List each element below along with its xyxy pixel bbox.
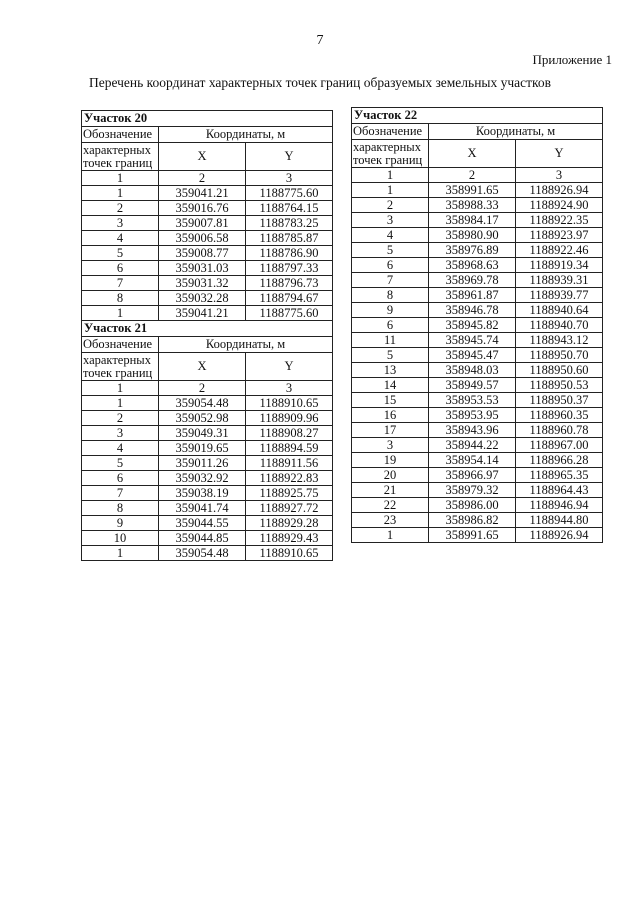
plot-title: Участок 20 [82,111,333,127]
x-coordinate: 358949.57 [429,378,516,393]
table-row [82,441,333,456]
point-number: 1 [352,528,429,543]
y-coordinate: 1188926.94 [516,528,603,543]
x-coordinate: 358945.47 [429,348,516,363]
point-number: 11 [352,333,429,348]
y-coordinate: 1188775.60 [246,186,333,201]
x-coordinate: 358944.22 [429,438,516,453]
point-number: 6 [82,261,159,276]
y-coordinate: 1188940.64 [516,303,603,318]
coordinates-header: Координаты, м [159,337,333,353]
plot-title-row [82,321,333,337]
y-coordinate: 1188908.27 [246,426,333,441]
header-row [82,127,333,143]
point-number: 10 [82,531,159,546]
table-row [352,228,603,243]
x-coordinate: 358976.89 [429,243,516,258]
x-coordinate: 358961.87 [429,288,516,303]
y-coordinate: 1188919.34 [516,258,603,273]
x-coordinate: 359054.48 [159,396,246,411]
x-coordinate: 359052.98 [159,411,246,426]
table-row [352,303,603,318]
y-coordinate: 1188927.72 [246,501,333,516]
point-number: 1 [82,306,159,321]
x-coordinate: 359049.31 [159,426,246,441]
point-number: 1 [82,396,159,411]
point-number: 3 [352,438,429,453]
x-coordinate: 358986.82 [429,513,516,528]
point-number: 16 [352,408,429,423]
table-row [82,201,333,216]
plot-title: Участок 22 [352,108,603,124]
y-coordinate: 1188910.65 [246,396,333,411]
point-number: 3 [352,213,429,228]
table-row [82,276,333,291]
table-row [352,318,603,333]
x-coordinate: 358969.78 [429,273,516,288]
table-row [352,348,603,363]
table-row [82,291,333,306]
x-coordinate: 358991.65 [429,183,516,198]
point-number: 7 [82,276,159,291]
designation-header-bottom: характерных точек границ [82,353,159,381]
point-number: 22 [352,498,429,513]
x-coordinate: 359006.58 [159,231,246,246]
header-row [82,337,333,353]
point-number: 23 [352,513,429,528]
y-coordinate: 1188775.60 [246,306,333,321]
table-row [352,498,603,513]
table-row [82,456,333,471]
y-coordinate: 1188796.73 [246,276,333,291]
point-number: 4 [82,441,159,456]
document-title: Перечень координат характерных точек границ образуемых земельных участков [88,75,552,90]
x-coordinate: 359032.92 [159,471,246,486]
x-coordinate: 358954.14 [429,453,516,468]
appendix-label: Приложение 1 [532,52,612,67]
table-row [82,231,333,246]
coordinates-table-left [81,110,333,561]
column-number: 1 [82,171,159,186]
x-coordinate: 358945.74 [429,333,516,348]
table-row [352,408,603,423]
point-number: 14 [352,378,429,393]
point-number: 8 [352,288,429,303]
y-coordinate: 1188950.70 [516,348,603,363]
header-row [352,140,603,168]
y-coordinate: 1188923.97 [516,228,603,243]
point-number: 5 [352,243,429,258]
y-coordinate: 1188783.25 [246,216,333,231]
x-header: X [159,143,246,171]
y-coordinate: 1188964.43 [516,483,603,498]
table-row [82,411,333,426]
y-coordinate: 1188950.37 [516,393,603,408]
plot-title-row [352,108,603,124]
table-row [82,426,333,441]
y-coordinate: 1188794.67 [246,291,333,306]
column-number: 3 [246,171,333,186]
x-coordinate: 359044.55 [159,516,246,531]
y-coordinate: 1188939.31 [516,273,603,288]
point-number: 5 [82,456,159,471]
y-coordinate: 1188950.53 [516,378,603,393]
point-number: 7 [352,273,429,288]
designation-header-top: Обозначение [82,127,159,143]
y-coordinate: 1188922.35 [516,213,603,228]
point-number: 4 [82,231,159,246]
y-coordinate: 1188926.94 [516,183,603,198]
y-coordinate: 1188967.00 [516,438,603,453]
y-coordinate: 1188960.78 [516,423,603,438]
point-number: 2 [352,198,429,213]
table-row [82,246,333,261]
y-coordinate: 1188960.35 [516,408,603,423]
table-row [352,258,603,273]
coordinates-table-right [351,107,603,543]
x-coordinate: 359032.28 [159,291,246,306]
x-coordinate: 359041.21 [159,306,246,321]
point-number: 5 [352,348,429,363]
column-number: 2 [159,171,246,186]
table-row [352,483,603,498]
table-row [82,216,333,231]
y-coordinate: 1188929.28 [246,516,333,531]
x-coordinate: 358979.32 [429,483,516,498]
x-coordinate: 358953.53 [429,393,516,408]
y-coordinate: 1188924.90 [516,198,603,213]
x-coordinate: 359007.81 [159,216,246,231]
y-coordinate: 1188944.80 [516,513,603,528]
table-row [82,546,333,561]
y-coordinate: 1188786.90 [246,246,333,261]
table-row [82,306,333,321]
point-number: 1 [82,546,159,561]
table-row [352,513,603,528]
y-coordinate: 1188943.12 [516,333,603,348]
y-coordinate: 1188764.15 [246,201,333,216]
x-coordinate: 359031.32 [159,276,246,291]
x-header: X [159,353,246,381]
y-coordinate: 1188922.46 [516,243,603,258]
x-coordinate: 358986.00 [429,498,516,513]
point-number: 2 [82,201,159,216]
table-row [352,243,603,258]
table-row [352,528,603,543]
table-row [352,288,603,303]
designation-header-top: Обозначение [352,124,429,140]
column-number: 2 [429,168,516,183]
point-number: 2 [82,411,159,426]
table-row [82,501,333,516]
x-coordinate: 358943.96 [429,423,516,438]
x-coordinate: 359038.19 [159,486,246,501]
table-row [352,213,603,228]
y-coordinate: 1188965.35 [516,468,603,483]
x-coordinate: 359016.76 [159,201,246,216]
point-number: 15 [352,393,429,408]
column-number-row [82,171,333,186]
point-number: 21 [352,483,429,498]
point-number: 8 [82,501,159,516]
plot-title: Участок 21 [82,321,333,337]
table-row [82,396,333,411]
coordinates-header: Координаты, м [159,127,333,143]
header-row [82,353,333,381]
y-coordinate: 1188966.28 [516,453,603,468]
x-coordinate: 358984.17 [429,213,516,228]
y-coordinate: 1188946.94 [516,498,603,513]
point-number: 20 [352,468,429,483]
point-number: 4 [352,228,429,243]
table-row [82,186,333,201]
x-coordinate: 358953.95 [429,408,516,423]
x-coordinate: 358988.33 [429,198,516,213]
x-coordinate: 359041.74 [159,501,246,516]
x-coordinate: 359054.48 [159,546,246,561]
x-header: X [429,140,516,168]
x-coordinate: 359019.65 [159,441,246,456]
point-number: 17 [352,423,429,438]
table-row [352,183,603,198]
x-coordinate: 358980.90 [429,228,516,243]
y-coordinate: 1188922.83 [246,471,333,486]
y-coordinate: 1188950.60 [516,363,603,378]
point-number: 19 [352,453,429,468]
point-number: 8 [82,291,159,306]
table-row [82,261,333,276]
table-row [352,198,603,213]
y-coordinate: 1188925.75 [246,486,333,501]
point-number: 1 [82,186,159,201]
point-number: 3 [82,426,159,441]
point-number: 6 [352,258,429,273]
y-coordinate: 1188785.87 [246,231,333,246]
left-table-body [82,111,333,561]
y-coordinate: 1188939.77 [516,288,603,303]
point-number: 7 [82,486,159,501]
y-coordinate: 1188894.59 [246,441,333,456]
table-row [82,516,333,531]
y-coordinate: 1188909.96 [246,411,333,426]
column-number-row [352,168,603,183]
y-header: Y [516,140,603,168]
designation-header-bottom: характерных точек границ [352,140,429,168]
page-number: 7 [316,33,324,48]
y-coordinate: 1188929.43 [246,531,333,546]
column-number: 3 [516,168,603,183]
point-number: 6 [82,471,159,486]
x-coordinate: 358945.82 [429,318,516,333]
point-number: 3 [82,216,159,231]
header-row [352,124,603,140]
point-number: 6 [352,318,429,333]
column-number: 2 [159,381,246,396]
point-number: 9 [82,516,159,531]
y-header: Y [246,353,333,381]
table-row [352,423,603,438]
table-row [352,393,603,408]
x-coordinate: 358948.03 [429,363,516,378]
table-row [352,273,603,288]
table-row [352,438,603,453]
table-row [352,378,603,393]
point-number: 1 [352,183,429,198]
table-row [82,471,333,486]
coordinates-header: Координаты, м [429,124,603,140]
y-coordinate: 1188911.56 [246,456,333,471]
table-row [352,333,603,348]
x-coordinate: 359031.03 [159,261,246,276]
y-coordinate: 1188910.65 [246,546,333,561]
point-number: 5 [82,246,159,261]
x-coordinate: 358991.65 [429,528,516,543]
column-number: 1 [82,381,159,396]
x-coordinate: 358966.97 [429,468,516,483]
table-row [352,453,603,468]
point-number: 9 [352,303,429,318]
designation-header-bottom: характерных точек границ [82,143,159,171]
table-row [352,363,603,378]
table-row [82,531,333,546]
plot-title-row [82,111,333,127]
table-row [82,486,333,501]
right-table-body [352,108,603,543]
table-row [352,468,603,483]
x-coordinate: 359041.21 [159,186,246,201]
y-header: Y [246,143,333,171]
x-coordinate: 358968.63 [429,258,516,273]
x-coordinate: 358946.78 [429,303,516,318]
column-number-row [82,381,333,396]
y-coordinate: 1188797.33 [246,261,333,276]
y-coordinate: 1188940.70 [516,318,603,333]
column-number: 1 [352,168,429,183]
designation-header-top: Обозначение [82,337,159,353]
header-row [82,143,333,171]
x-coordinate: 359011.26 [159,456,246,471]
point-number: 13 [352,363,429,378]
column-number: 3 [246,381,333,396]
x-coordinate: 359008.77 [159,246,246,261]
x-coordinate: 359044.85 [159,531,246,546]
